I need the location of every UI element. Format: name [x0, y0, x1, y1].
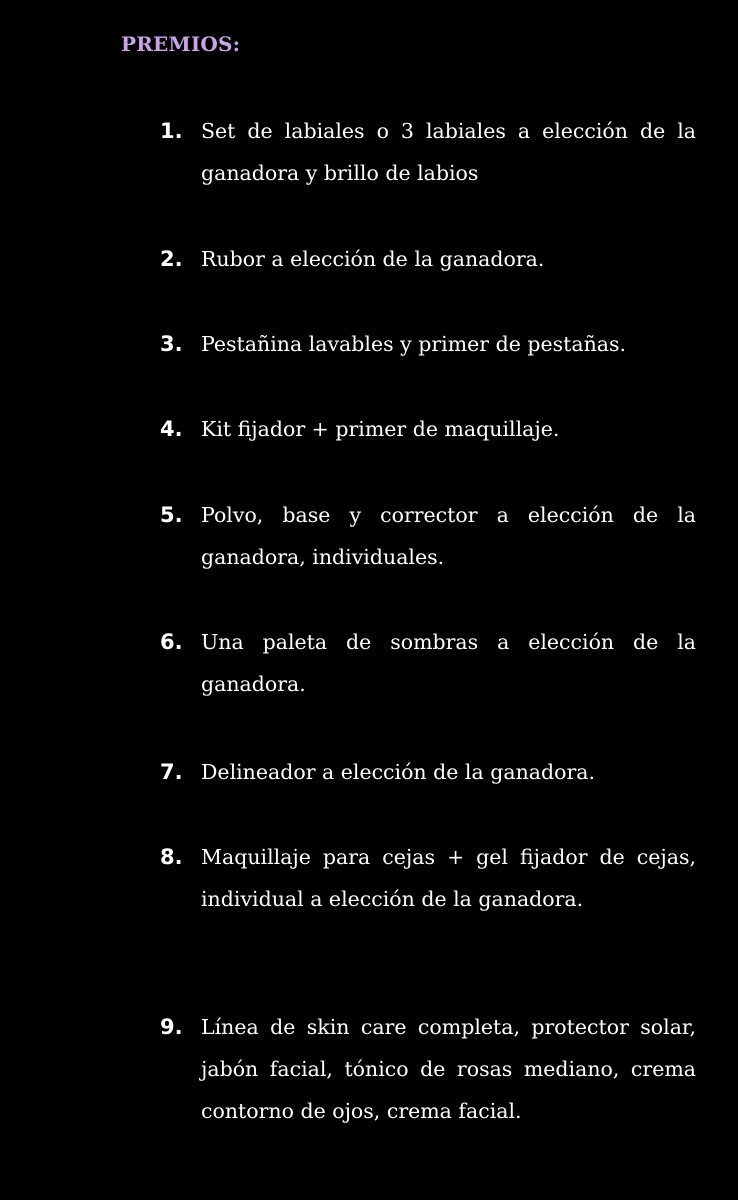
prize-number: 4.	[160, 417, 183, 441]
prize-number: 2.	[160, 247, 183, 271]
prize-text: Una paleta de sombras a elección de la ganadora.	[201, 630, 696, 696]
prize-text: Delineador a elección de la ganadora.	[201, 760, 595, 784]
prize-number: 7.	[160, 760, 183, 784]
prize-text: Set de labiales o 3 labiales a elección de la ganadora y brillo de labios	[201, 119, 696, 185]
prize-text: Pestañina lavables y primer de pestañas.	[201, 332, 627, 356]
prize-number: 5.	[160, 503, 183, 527]
prize-text: Línea de skin care completa, protector solar, jabón facial, tónico de rosas mediano, crema contorno de ojos, crema facial.	[201, 1015, 696, 1123]
prize-number: 8.	[160, 845, 183, 869]
page-title: PREMIOS:	[121, 32, 241, 56]
prize-number: 6.	[160, 630, 183, 654]
prize-text: Rubor a elección de la ganadora.	[201, 247, 545, 271]
prize-number: 3.	[160, 332, 183, 356]
prize-number: 1.	[160, 119, 183, 143]
prize-text: Polvo, base y corrector a elección de la ganadora, individuales.	[201, 503, 696, 569]
prize-text: Maquillaje para cejas + gel fijador de cejas, individual a elección de la ganadora.	[201, 845, 696, 911]
prize-text: Kit fijador + primer de maquillaje.	[201, 417, 560, 441]
prize-number: 9.	[160, 1015, 183, 1039]
